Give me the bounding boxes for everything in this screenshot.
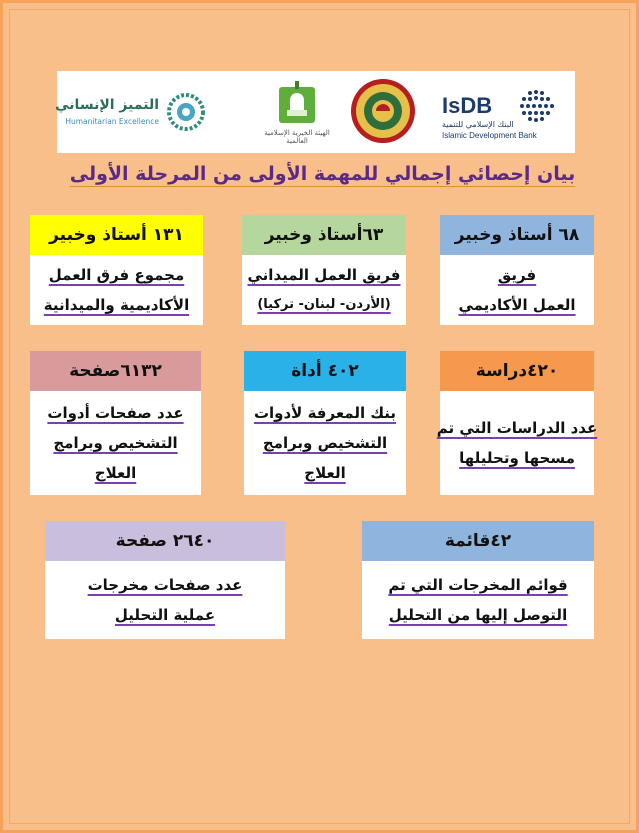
card-line: عدد الدراسات التي تم <box>436 419 598 437</box>
card-line: (الأردن- لبنان- تركيا) <box>257 297 391 312</box>
card-line: مسحها وتحليلها <box>459 449 575 467</box>
card-body <box>362 561 594 639</box>
card-line: مجموع فرق العمل <box>48 266 185 284</box>
card-line: بنك المعرفة لأدوات <box>253 404 397 422</box>
hand-mosque-icon <box>273 79 321 127</box>
card-body <box>242 255 406 325</box>
humanitarian-excellence-logo <box>55 71 207 153</box>
card-line: قوائم المخرجات التي تم <box>388 576 568 594</box>
card-line: عملية التحليل <box>114 606 216 624</box>
card-head: ٦٣أستاذ وخبير <box>242 215 406 255</box>
card-output-lists <box>362 521 594 639</box>
card-studies <box>436 351 598 495</box>
humanitarian-excellence-ar: التميز الإنساني <box>55 97 159 113</box>
card-line: عدد صفحات مخرجات <box>87 576 243 594</box>
card-body <box>45 561 285 639</box>
humanitarian-excellence-en: Humanitarian Excellence <box>65 117 159 126</box>
isdb-title: IsDB <box>442 93 493 118</box>
isdb-name-en: Islamic Development Bank <box>442 131 537 140</box>
card-body <box>30 255 203 325</box>
card-field-team <box>242 215 406 325</box>
logo-strip <box>57 71 575 153</box>
card-line: التوصل إليها من التحليل <box>388 606 568 624</box>
card-total-teams <box>30 215 203 325</box>
card-academic-team <box>440 215 594 325</box>
card-head: ٦١٣٢صفحة <box>30 351 201 391</box>
card-body <box>436 391 598 495</box>
card-body <box>244 391 406 495</box>
card-line: العلاج <box>94 464 137 482</box>
card-head: ٦٨ أستاذ وخبير <box>440 215 594 255</box>
card-line: الأكاديمية والميدانية <box>43 296 190 314</box>
card-line: العمل الأكاديمي <box>458 296 576 314</box>
card-line: فريق العمل الميداني <box>247 266 401 284</box>
dotted-globe-icon <box>512 87 560 127</box>
card-head: ٤٢٠دراسة <box>440 351 594 391</box>
card-head: ١٣١ أستاذ وخبير <box>30 215 203 255</box>
iico-logo <box>257 71 337 153</box>
card-head: ٤٢قائمة <box>362 521 594 561</box>
iico-name-ar: الهيئة الخيرية الإسلامية العالمية <box>264 129 330 145</box>
card-head: ٤٠٢ أداة <box>244 351 406 391</box>
isdb-name-ar: البنك الإسلامي للتنمية <box>442 120 514 129</box>
globe-dots-icon <box>165 91 207 133</box>
card-line: التشخيص وبرامج <box>262 434 388 452</box>
seal-logo <box>347 71 419 153</box>
card-head: ٢٦٤٠ صفحة <box>45 521 285 561</box>
card-line: العلاج <box>304 464 346 482</box>
card-analysis-pages <box>45 521 285 639</box>
card-tools <box>244 351 406 495</box>
card-line: عدد صفحات أدوات <box>47 404 184 422</box>
card-body <box>440 255 594 325</box>
page-title: بيان إحصائي إجمالي للمهمة الأولى من المرحلة الأولى <box>69 163 576 185</box>
card-body <box>30 391 201 495</box>
card-line: التشخيص وبرامج <box>53 434 178 452</box>
round-seal-icon <box>349 77 417 145</box>
card-line: فريق <box>497 266 537 284</box>
card-tool-pages <box>30 351 201 495</box>
isdb-logo <box>442 71 572 153</box>
